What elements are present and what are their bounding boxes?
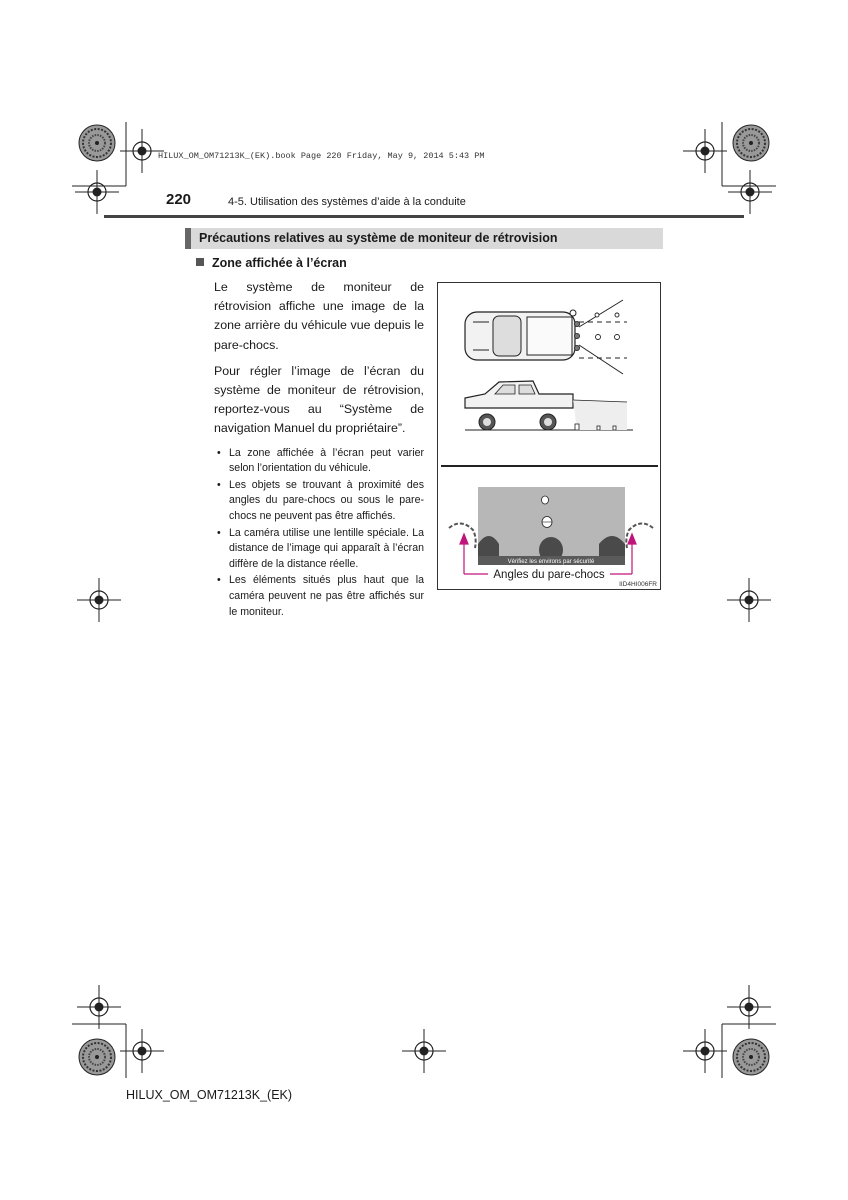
bullet-item: • Les objets se trouvant à proximité des angles du pare-chocs ou sous le pare-chocs ne peuvent pas être affichés. (214, 478, 424, 525)
figure-code: IID4HI006FR (619, 581, 657, 588)
print-job-line: HILUX_OM_OM71213K_(EK).book Page 220 Friday, May 9, 2014 5:43 PM (158, 151, 485, 161)
obstacle-markers (595, 313, 620, 340)
truck-top-view (465, 310, 576, 360)
paragraph: Le système de moniteur de rétrovision affiche une image de la zone arrière du véhicule vue depuis le pare-chocs. (214, 280, 424, 352)
truck-side-view (465, 381, 633, 430)
bullet-list (214, 446, 424, 621)
text-column (214, 278, 424, 621)
bullet-item: • La caméra utilise une lentille spéciale. La distance de l’image qui apparaît à l’écran diffère de la distance réelle. (214, 526, 424, 573)
section-title: 4-5. Utilisation des systèmes d’aide à la conduite (228, 196, 466, 208)
header-rule (104, 215, 744, 218)
section-heading: Précautions relatives au système de moniteur de rétrovision (199, 231, 558, 245)
paragraph: Pour régler l’image de l’écran du système de moniteur de rétrovision, reportez-vous au “Système de navigation Manuel du propriétaire”. (214, 363, 424, 436)
screen-caption: Vérifiez les environs par sécurité (507, 559, 595, 565)
square-bullet-icon (196, 258, 204, 266)
subheading-text: Zone affichée à l’écran (212, 256, 347, 270)
footer-code: HILUX_OM_OM71213K_(EK) (126, 1088, 293, 1102)
bullet-item: • La zone affichée à l’écran peut varier selon l’orientation du véhicule. (214, 446, 424, 477)
subheading (196, 256, 347, 270)
section-heading-bar (185, 228, 663, 249)
callout-label: Angles du pare-chocs (493, 569, 605, 581)
sensor-dots (574, 321, 579, 350)
bullet-item: • Les éléments situés plus haut que la caméra peuvent ne pas être affichés sur le moniteur. (214, 573, 424, 620)
rear-camera-illustration (437, 282, 661, 590)
page-number: 220 (166, 191, 192, 208)
camera-screen (478, 487, 625, 565)
